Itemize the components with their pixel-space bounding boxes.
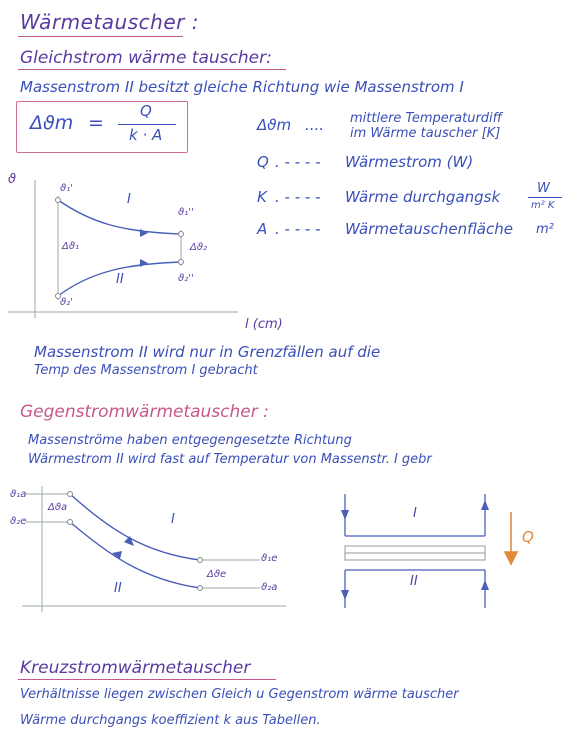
exch-arrow-out-II bbox=[341, 590, 349, 600]
legend-q-dots: . - - - - bbox=[275, 153, 321, 171]
section2-line2: Wärmestrom II wird fast auf Temperatur von Massenstr. I gebr bbox=[28, 452, 432, 467]
legend-k-unit-num: W bbox=[537, 181, 550, 196]
heat-flow-label: Q bbox=[522, 528, 534, 546]
section3-underline bbox=[18, 679, 276, 680]
section1-heading: Gleichstrom wärme tauscher: bbox=[20, 48, 272, 68]
graph2-t1e-label: ϑ₁e bbox=[261, 553, 278, 564]
section1-note-line2: Temp des Massenstrom I gebracht bbox=[34, 363, 258, 378]
legend-dtm-desc: mittlere Temperaturdiff bbox=[350, 111, 503, 126]
legend-k-dots: . - - - - bbox=[275, 188, 321, 206]
graph2-t1a-label: ϑ₁a bbox=[10, 489, 27, 500]
formula-numerator: Q bbox=[140, 102, 152, 120]
legend-q-symbol: Q bbox=[257, 153, 269, 171]
formula-denominator: k · A bbox=[129, 126, 163, 144]
exch-arrow-out-I bbox=[481, 500, 489, 510]
section2-line1: Massenströme haben entgegengesetzte Richtung bbox=[28, 433, 352, 448]
exch-label-II: II bbox=[410, 574, 418, 589]
graph2-t2e-label: ϑ₂e bbox=[10, 516, 27, 527]
legend-a-dots: . - - - - bbox=[275, 220, 321, 238]
exch-label-I: I bbox=[413, 506, 417, 521]
heat-flow-arrow-head bbox=[505, 552, 517, 564]
formula-equals: = bbox=[88, 112, 104, 134]
legend-k-unit-den: m² K bbox=[531, 200, 555, 211]
graph2-delta-a-label: Δϑa bbox=[48, 502, 68, 513]
exch-arrow-in-II bbox=[481, 580, 489, 590]
page-title: Wärmetauscher : bbox=[20, 10, 199, 34]
exch-arrow-in-I bbox=[341, 510, 349, 520]
section3-line2: Wärme durchgangs koeffizient k aus Tabellen. bbox=[20, 713, 321, 728]
graph1-t2in-label: ϑ₂' bbox=[60, 297, 73, 308]
graph1-x-label: l (cm) bbox=[245, 317, 283, 332]
legend-dtm-desc2: im Wärme tauscher [K] bbox=[350, 126, 501, 141]
section3-heading: Kreuzstromwärmetauscher bbox=[20, 658, 251, 678]
graph2-curve-I-label: I bbox=[171, 512, 175, 527]
section2-heading: Gegenstromwärmetauscher : bbox=[20, 402, 269, 422]
graph2-t2a-label: ϑ₂a bbox=[261, 582, 278, 593]
section3-line1: Verhältnisse liegen zwischen Gleich u Gegenstrom wärme tauscher bbox=[20, 687, 459, 702]
graph1-curve-II-label: II bbox=[116, 272, 124, 287]
graph1-t2out-label: ϑ₂'' bbox=[178, 273, 194, 284]
legend-a-unit: m² bbox=[536, 222, 554, 237]
legend-a-desc: Wärmetauschenfläche bbox=[345, 220, 513, 238]
legend-k-desc: Wärme durchgangsk bbox=[345, 188, 501, 206]
legend-a-symbol: A bbox=[257, 220, 268, 238]
graph1-y-label: ϑ bbox=[8, 172, 17, 187]
section1-note-line1: Massenstrom II wird nur in Grenzfällen auf die bbox=[34, 343, 381, 361]
legend-q-desc: Wärmestrom (W) bbox=[345, 153, 474, 171]
formula-lhs: Δϑm bbox=[30, 112, 74, 134]
graph1-t1in-label: ϑ₁' bbox=[60, 183, 73, 194]
legend-dtm-symbol: Δϑm bbox=[257, 116, 292, 134]
graph1-t1out-label: ϑ₁'' bbox=[178, 207, 194, 218]
section1-intro: Massenstrom II besitzt gleiche Richtung wie Massenstrom I bbox=[20, 78, 464, 96]
legend-k-symbol: K bbox=[257, 188, 267, 206]
graph1-delta1-label: Δϑ₁ bbox=[62, 241, 80, 252]
graph2-delta-e-label: Δϑe bbox=[207, 569, 227, 580]
legend-dtm-dots: .... bbox=[305, 116, 325, 134]
graph2-curve-II-label: II bbox=[114, 581, 122, 596]
graph1-curve-I-label: I bbox=[127, 192, 131, 207]
graph1-delta2-label: Δϑ₂ bbox=[190, 242, 208, 253]
